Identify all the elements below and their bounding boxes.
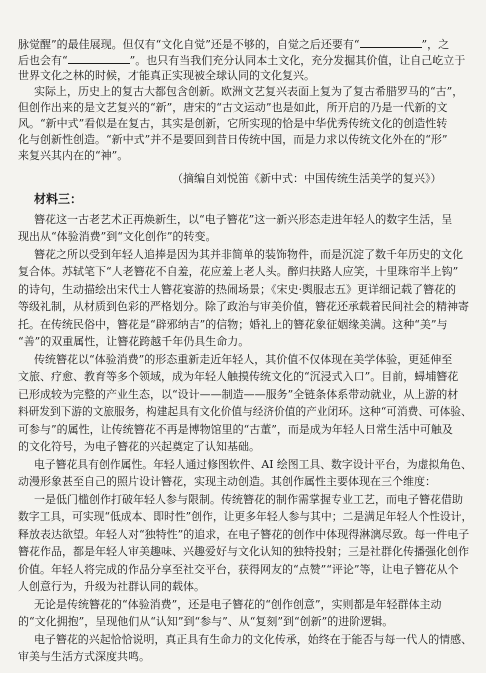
text-line: 人创意行为，升级为社群认同的载体。: [18, 580, 205, 593]
text-line: 数字工具，可实现“低成本、即时性”创作，让更多年轻人参与其中；二是满足年轻人个性设计，: [18, 510, 473, 523]
text-line: “善”的双重属性，让簪花跨越千年仍具生命力。: [18, 335, 250, 348]
section-heading: 材料三：: [34, 192, 83, 206]
text-line: 复合体。苏轼笔下“人老簪花不自羞，花应羞上老人头。醉归扶路人应笑，十里珠帘半上钩”: [18, 265, 459, 278]
text-line: 电子簪花的兴起恰恰说明，真正具有生命力的文化传承，始终在于能否与每一代人的情感、: [34, 633, 473, 646]
text-line: 现出从“体验消费”到“文化创作”的转变。: [18, 230, 217, 243]
text-line: 的诗句，生动描绘出宋代士人簪花宴游的热闹场景；《宋史·舆服志五》更详细记载了簪花的: [18, 283, 456, 296]
text-line: 释放表达欲望。年轻人对“独特性”的追求，在电子簪花的创作中体现得淋漓尽致。每一件电子: [18, 528, 470, 541]
text-line: 簪花之所以受到年轻人追捧是因为其并非简单的装饰物件，而是沉淀了数千年历史的文化: [34, 248, 463, 261]
text-line: 已形成较为完整的产业生态，以“设计——制造——服务”全链条体系带动就业，从上游的材: [18, 388, 459, 401]
text-line: 文旅、疗愈、教育等多个领域，成为年轻人触摸传统文化的“沉浸式入口”。目前，蟳埔簪花: [18, 370, 459, 383]
text-line: 风。“新中式”看似是在复古，其实是创新，它所实现的恰是中华优秀传统文化的创造性转: [18, 117, 448, 130]
fill-blank: [360, 37, 422, 48]
fill-blank: [68, 53, 130, 64]
text-line: 后也会有“ ”。也只有当我们充分认同本土文化，充分发掘其价值，让自己屹立于: [18, 54, 466, 67]
text-line: 化与创新性创造。“新中式”并不是要回到昔日传统中国，而是力求以传统文化外在的“形”: [18, 133, 448, 146]
text-line: 无论是传统簪花的“体验消费”，还是电子簪花的“创作创意”，实则都是年轻群体主动: [34, 598, 442, 611]
text-line: 动漫形象甚至自己的照片设计簪花，实现主动创造。其创作属性主要体现在三个维度：: [18, 475, 436, 488]
text-line: 的文化符号，为电子簪花的兴起奠定了认知基础。: [18, 440, 260, 453]
text-line: 脉觉醒”的最佳展现。但仅有“文化自觉”还是不够的，自觉之后还要有“ ”，之: [18, 38, 450, 51]
text-line: 簪花这一古老艺术正再焕新生，以“电子簪花”这一新兴形态走进年轻人的数字生活，呈: [34, 213, 453, 226]
text-line: 来复兴其内在的“神”。: [18, 149, 129, 162]
text-line: 可参与”的属性，让传统簪花不再是博物馆里的“古董”，而是成为年轻人日常生活中可触及: [18, 423, 453, 436]
text-line: 托。在传统民俗中，簪花是“辟邪纳吉”的信物；婚礼上的簪花象征姻缘美满。这种“美”与: [18, 318, 448, 331]
citation: （摘编自刘悦笛《新中式：中国传统生活美学的复兴》）: [172, 172, 442, 185]
text-line: 实际上，历史上的复古大都包含创新。欧洲文艺复兴表面上复为了复古希腊罗马的“古”，: [34, 85, 464, 98]
text-line: 价值。年轻人将完成的作品分享至社交平台，获得网友的“点赞”“评论”等，让电子簪花从个: [18, 563, 459, 576]
text-line: 审美与生活方式深度共鸣。: [18, 650, 150, 663]
text-line: 的“文化拥抱”，呈现他们从“认知”到“参与”、从“复刻”到“创新”的进阶逻辑。: [18, 615, 394, 628]
text-line: 传统簪花以“体验消费”的形态重新走近年轻人，其价值不仅体现在美学体验，更延伸至: [34, 353, 453, 366]
text-line: 等级礼制，从材质到色彩的严格划分。除了政治与审美价值，簪花还承载着民间社会的精神寄: [18, 300, 469, 313]
text-line: 电子簪花具有创作属性。年轻人通过修图软件、AI 绘图工具、数字设计平台，为虚拟角色、: [34, 458, 472, 471]
text-line: 一是低门槛创作打破年轻人参与限制。传统簪花的制作需掌握专业工艺，而电子簪花借助: [34, 493, 463, 506]
text-line: 簪花作品，都是年轻人审美趣味、兴趣爱好与文化认知的独特投射；三是社群化传播强化创作: [18, 545, 469, 558]
text-line: 但创作出来的是文艺复兴的“新”，唐宋的“古文运动”也是如此，所开启的乃是一代新的文: [18, 101, 448, 114]
text-line: 世界文化之林的时候，才能真正实现被全球认同的文化复兴。: [18, 69, 315, 82]
text-line: 料研发到下游的文旅服务，构建起具有文化价值与经济价值的产业闭环。这种“可消费、可体验、: [18, 405, 472, 418]
